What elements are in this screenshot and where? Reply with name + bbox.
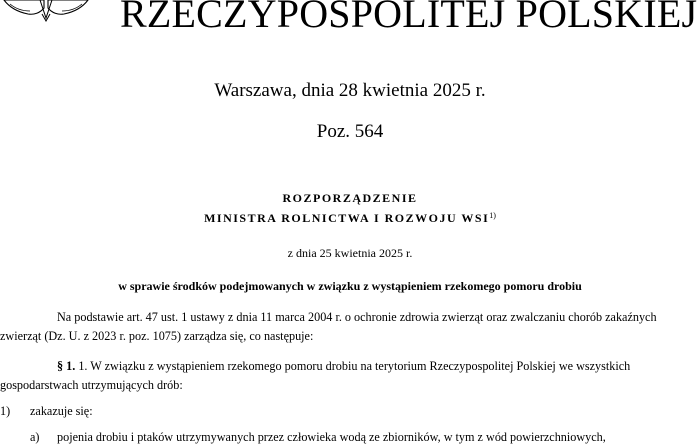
act-subject: w sprawie środków podejmowanych w związku z wystąpieniem rzekomego pomoru drobiu (118, 279, 582, 293)
point-1-text: zakazuje się: (30, 404, 93, 418)
paragraph-1-line-1 (57, 359, 630, 374)
legal-basis-line-2: zwierząt (Dz. U. z 2023 r. poz. 1075) zarządza się, co następuje: (0, 329, 314, 343)
eagle-emblem-icon (0, 0, 92, 22)
paragraph-1-label: § 1. (57, 359, 76, 373)
point-1-number: 1) (0, 404, 11, 418)
paragraph-1-text: 1. W związku z wystąpieniem rzekomego pomoru drobiu na terytorium Rzeczypospolitej Polskiej we wszystkich (75, 359, 631, 373)
letter-a-label: a) (30, 430, 40, 444)
letter-a-text: pojenia drobiu i ptaków utrzymywanych przez człowieka wodą ze zbiorników, w tym z wód powierzchniowych, (57, 430, 606, 444)
act-type: ROZPORZĄDZENIE (282, 191, 418, 205)
footnote-reference[interactable]: 1) (489, 211, 496, 220)
paragraph-1-line-2: gospodarstwach utrzymujących drób: (0, 378, 183, 392)
act-issuer-text: MINISTRA ROLNICTWA I ROZWOJU WSI (204, 211, 490, 225)
publication-date: Warszawa, dnia 28 kwietnia 2025 r. (214, 80, 486, 101)
act-date: z dnia 25 kwietnia 2025 r. (287, 246, 413, 260)
legal-basis-line-1: Na podstawie art. 47 ust. 1 ustawy z dnia 11 marca 2004 r. o ochronie zdrowia zwierząt oraz zwalczaniu chorób zakaźnych (57, 310, 657, 324)
journal-title: RZECZYPOSPOLITEJ POLSKIEJ (120, 0, 698, 36)
position-number: Poz. 564 (316, 121, 384, 142)
act-issuer (0, 211, 700, 226)
